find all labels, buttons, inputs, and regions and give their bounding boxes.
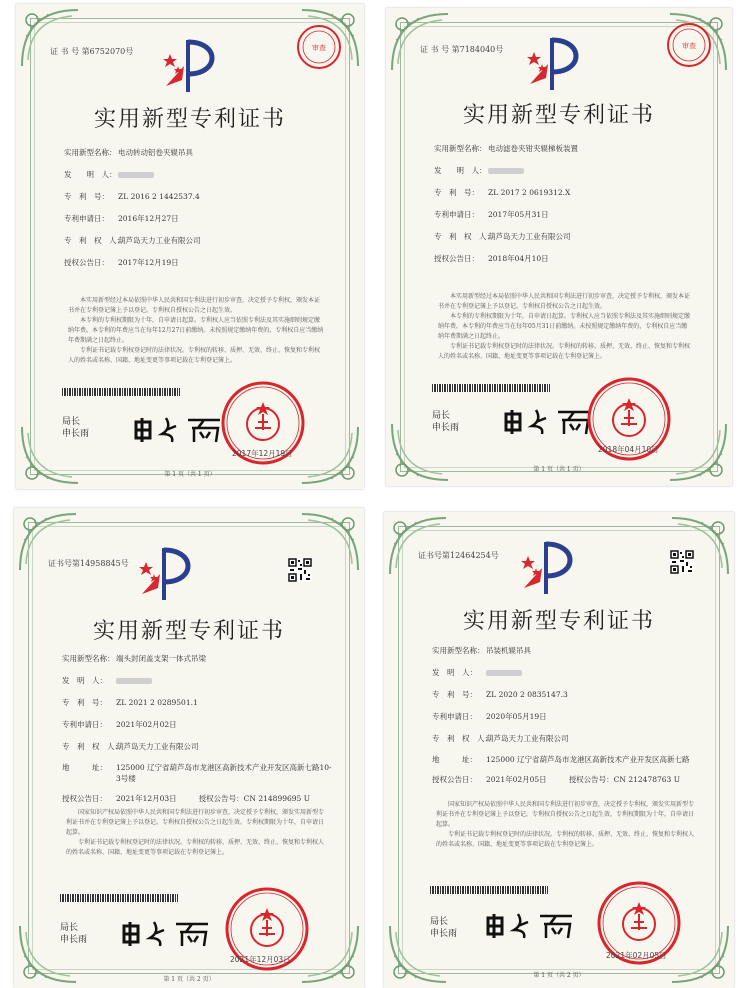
field-label: 实用新型名称： — [64, 148, 117, 157]
field-row — [62, 792, 362, 806]
official-seal-icon — [296, 24, 342, 70]
field-label: 实用新型名称： — [62, 654, 115, 663]
corner-ornament-icon — [388, 10, 452, 74]
field-row — [62, 674, 362, 688]
field-label: 发 明 人： — [64, 170, 117, 179]
barcode — [430, 886, 548, 894]
field-row — [432, 688, 732, 702]
field-row — [432, 732, 732, 746]
field-row — [62, 718, 362, 732]
certificate-title: 实用新型专利证书 — [93, 107, 286, 132]
certificate-3 — [14, 508, 364, 988]
field-row — [434, 186, 732, 200]
field-label: 授权公告日： — [64, 258, 109, 267]
director-signature-icon — [132, 412, 224, 446]
director-signature-icon — [502, 404, 594, 438]
svg-text:审查: 审查 — [312, 44, 326, 52]
field-label: 专 利 权 人： — [434, 232, 494, 241]
body-paragraph: 专利证书记载专利权登记时的法律状况。专利权的转移、质押、无效、终止、恢复和专利权人的姓名或名称、国籍、地址变更等事项记载在专利登记簿上。 — [438, 343, 691, 360]
certificate-4 — [384, 512, 734, 988]
field-label: 专利申请日： — [432, 712, 477, 721]
page-indicator: 第 1 页（共 1 页） — [164, 471, 216, 478]
field-label: 专 利 权 人： — [62, 742, 122, 751]
body-paragraph: 专利证书记载专利权登记时的法律状况。专利权的转移、质押、无效、终止、恢复和专利权人的姓名或名称、国籍、地址变更等事项记载在专利登记簿上。 — [66, 839, 325, 856]
seal-date: 2021年02月05日 — [606, 951, 667, 960]
director-block — [432, 410, 459, 434]
grant-date: 2018年04月10日 — [488, 254, 549, 263]
certificate-title: 实用新型专利证书 — [462, 103, 655, 128]
field-row — [434, 252, 732, 266]
filing-date: 2016年12月27日 — [118, 214, 179, 223]
patent-number: ZL 2020 2 0835147.3 — [486, 690, 568, 699]
utility-model-name: 电动滤卷夹钳夹辊梯板装置 — [488, 144, 578, 153]
field-row — [64, 190, 364, 204]
field-label: 授权公告日： — [434, 254, 479, 263]
certificate-fields — [64, 146, 364, 278]
certificate-title: 实用新型专利证书 — [462, 609, 655, 634]
director-name: 申长雨 — [62, 429, 90, 439]
certificate-number: 证 书 号 第6752070号 — [50, 47, 134, 56]
director-title: 局长 — [430, 917, 449, 927]
field-row — [432, 754, 732, 765]
certificate-fields — [434, 142, 732, 274]
utility-model-name: 端头封闭盖支架一体式吊梁 — [116, 654, 206, 663]
qr-code-icon — [670, 550, 694, 574]
certificate-body-text — [436, 800, 694, 850]
seal-date: 2021年12月03日 — [230, 955, 291, 964]
official-seal-icon — [666, 22, 712, 68]
address: 125000 辽宁省葫芦岛市龙港区高新技术产业开发区高新七路 — [486, 755, 690, 764]
director-name: 申长雨 — [432, 423, 460, 433]
field-row — [64, 212, 364, 226]
field-label: 地 址： — [62, 763, 107, 772]
patentee: 葫芦岛天力工业有限公司 — [488, 232, 571, 241]
barcode — [432, 384, 550, 392]
field-row — [432, 666, 732, 680]
field-row — [64, 146, 364, 160]
field-label: 专 利 权 人： — [432, 734, 492, 743]
certificate-number: 证书号第12464254号 — [418, 551, 499, 560]
patent-logo-icon — [158, 36, 230, 96]
field-row — [434, 142, 732, 156]
patent-number: ZL 2016 2 1442537.4 — [118, 192, 200, 201]
redacted-inventor — [116, 678, 152, 684]
corner-ornament-icon — [386, 514, 450, 578]
field-label: 实用新型名称： — [434, 144, 487, 153]
grant-number: 授权公告号：CN 214899695 U — [198, 794, 311, 803]
field-label: 授权公告日： — [432, 775, 477, 784]
field-row — [62, 762, 362, 784]
field-row — [434, 230, 732, 244]
patentee: 葫芦岛天力工业有限公司 — [116, 742, 199, 751]
field-row — [64, 256, 364, 270]
director-block — [62, 416, 89, 440]
director-signature-icon — [484, 908, 576, 942]
utility-model-name: 电动转动铝卷夹辊吊具 — [118, 148, 193, 157]
director-signature-icon — [120, 916, 212, 950]
patent-number: ZL 2021 2 0289501.1 — [116, 698, 198, 707]
redacted-inventor — [488, 168, 524, 174]
grant-date: 2021年02月05日 — [486, 775, 547, 784]
certificate-number: 证 书 号 第7184040号 — [420, 45, 504, 54]
body-paragraph: 专利证书记载专利权登记时的法律状况。专利权的转移、质押、无效、终止、恢复和专利权人的姓名或名称、国籍、地址变更等事项记载在专利登记簿上。 — [68, 347, 321, 364]
field-label: 专 利 号： — [64, 192, 109, 201]
page-indicator: 第 1 页（共 1 页） — [533, 466, 585, 473]
field-row — [434, 208, 732, 222]
field-label: 授权公告日： — [62, 794, 107, 803]
certificate-title: 实用新型专利证书 — [92, 619, 285, 644]
patent-logo-icon — [522, 34, 594, 94]
seal-date: 2018年04月10日 — [598, 445, 659, 454]
certificate-body-text — [66, 808, 324, 858]
director-title: 局长 — [60, 923, 79, 933]
certificate-number: 证书号第14958845号 — [48, 559, 129, 568]
director-title: 局长 — [62, 417, 81, 427]
patent-logo-icon — [516, 538, 588, 598]
field-row — [62, 740, 362, 754]
director-name: 申长雨 — [60, 935, 88, 945]
page-indicator: 第 1 页（共 2 页） — [533, 972, 585, 979]
certificate-fields — [62, 652, 362, 814]
barcode — [60, 894, 178, 902]
body-paragraph: 本专利的专利权期限为十年，自申请日起算。专利权人应当依照专利法及其实施细则规定缴纳年费。本专利的年费应当在每年05月31日前缴纳。未按照规定缴纳年费的，专利权自应当缴纳年费期满之日起终止。 — [438, 313, 691, 340]
filing-date: 2021年02月02日 — [116, 720, 177, 729]
grant-date: 2021年12月03日 — [116, 794, 177, 803]
certificate-2 — [386, 8, 732, 486]
body-paragraph: 国家知识产权局依照中华人民共和国专利法进行初步审查，决定授予专利权，颁发实用新型专利证书并在专利登记簿上予以登记。专利权自授权公告之日起生效。专利权期限为十年，自申请日起算。 — [436, 801, 695, 828]
body-paragraph: 国家知识产权局依照中华人民共和国专利法进行初步审查，决定授予专利权，颁发实用新型专利证书并在专利登记簿上予以登记。专利权自授权公告之日起生效。专利权期限为十年，自申请日起算。 — [66, 809, 325, 836]
qr-code-icon — [288, 558, 312, 582]
field-row — [64, 168, 364, 182]
body-paragraph: 本专利的专利权期限为十年，自申请日起算。专利权人应当依照专利法及其实施细则规定缴纳年费。本专利的年费应当在每年12月27日前缴纳。未按照规定缴纳年费的，专利权自应当缴纳年费期满之日起终止。 — [68, 317, 324, 344]
field-label: 发 明 人： — [434, 166, 487, 175]
patent-number: ZL 2017 2 0619312.X — [488, 188, 571, 197]
patentee: 葫芦岛天力工业有限公司 — [486, 734, 569, 743]
field-label: 专 利 权 人： — [64, 236, 124, 245]
field-row — [62, 696, 362, 710]
body-paragraph: 本实用新型经过本局依照中华人民共和国专利法进行初步审查，决定授予专利权，颁发本证书并在专利登记簿上予以登记。专利权自授权公告之日起生效。 — [438, 293, 691, 310]
field-label: 发 明 人： — [62, 676, 107, 685]
filing-date: 2017年05月31日 — [488, 210, 549, 219]
body-paragraph: 专利证书记载专利权登记时的法律状况。专利权的转移、质押、无效、终止、恢复和专利权人的姓名或名称、国籍、地址变更等事项记载在专利登记簿上。 — [436, 831, 695, 848]
field-label: 专利申请日： — [62, 720, 107, 729]
body-paragraph: 本实用新型经过本局依照中华人民共和国专利法进行初步审查，决定授予专利权，颁发本证书并在专利登记簿上予以登记。专利权自授权公告之日起生效。 — [68, 297, 321, 314]
utility-model-name: 吊装机辊吊具 — [486, 646, 531, 655]
grant-number: 授权公告号：CN 212478763 U — [568, 775, 681, 784]
field-row — [62, 652, 362, 666]
field-row — [434, 164, 732, 178]
field-label: 专 利 号： — [434, 188, 479, 197]
field-label: 专利申请日： — [64, 214, 109, 223]
field-row — [64, 234, 364, 248]
field-row — [432, 644, 732, 658]
director-block — [430, 916, 457, 940]
patent-logo-icon — [134, 544, 206, 604]
certificate-1 — [16, 4, 364, 489]
filing-date: 2020年05月19日 — [486, 712, 547, 721]
certificate-fields — [432, 644, 732, 795]
page-indicator: 第 1 页（共 2 页） — [163, 976, 215, 983]
field-label: 发 明 人： — [432, 668, 477, 677]
field-label: 实用新型名称： — [432, 646, 485, 655]
barcode — [62, 388, 180, 396]
grant-date: 2017年12月19日 — [118, 258, 179, 267]
field-label: 专利申请日： — [434, 210, 479, 219]
patentee: 葫芦岛天力工业有限公司 — [118, 236, 201, 245]
seal-date: 2017年12月19日 — [232, 449, 293, 458]
field-row — [432, 773, 732, 787]
redacted-inventor — [486, 670, 522, 676]
certificate-body-text — [438, 292, 692, 362]
director-block — [60, 922, 87, 946]
corner-ornament-icon — [18, 6, 82, 70]
corner-ornament-icon — [666, 420, 730, 484]
redacted-inventor — [118, 172, 154, 178]
certificate-body-text — [68, 296, 324, 366]
field-label: 地 址： — [432, 755, 477, 764]
field-label: 专 利 号： — [432, 690, 477, 699]
field-row — [432, 710, 732, 724]
director-title: 局长 — [432, 411, 451, 421]
field-label: 专 利 号： — [62, 698, 107, 707]
director-name: 申长雨 — [430, 929, 458, 939]
address: 125000 辽宁省葫芦岛市龙港区高新技术产业开发区高新七路10-3号楼 — [116, 763, 332, 783]
svg-text:审查: 审查 — [682, 42, 696, 50]
